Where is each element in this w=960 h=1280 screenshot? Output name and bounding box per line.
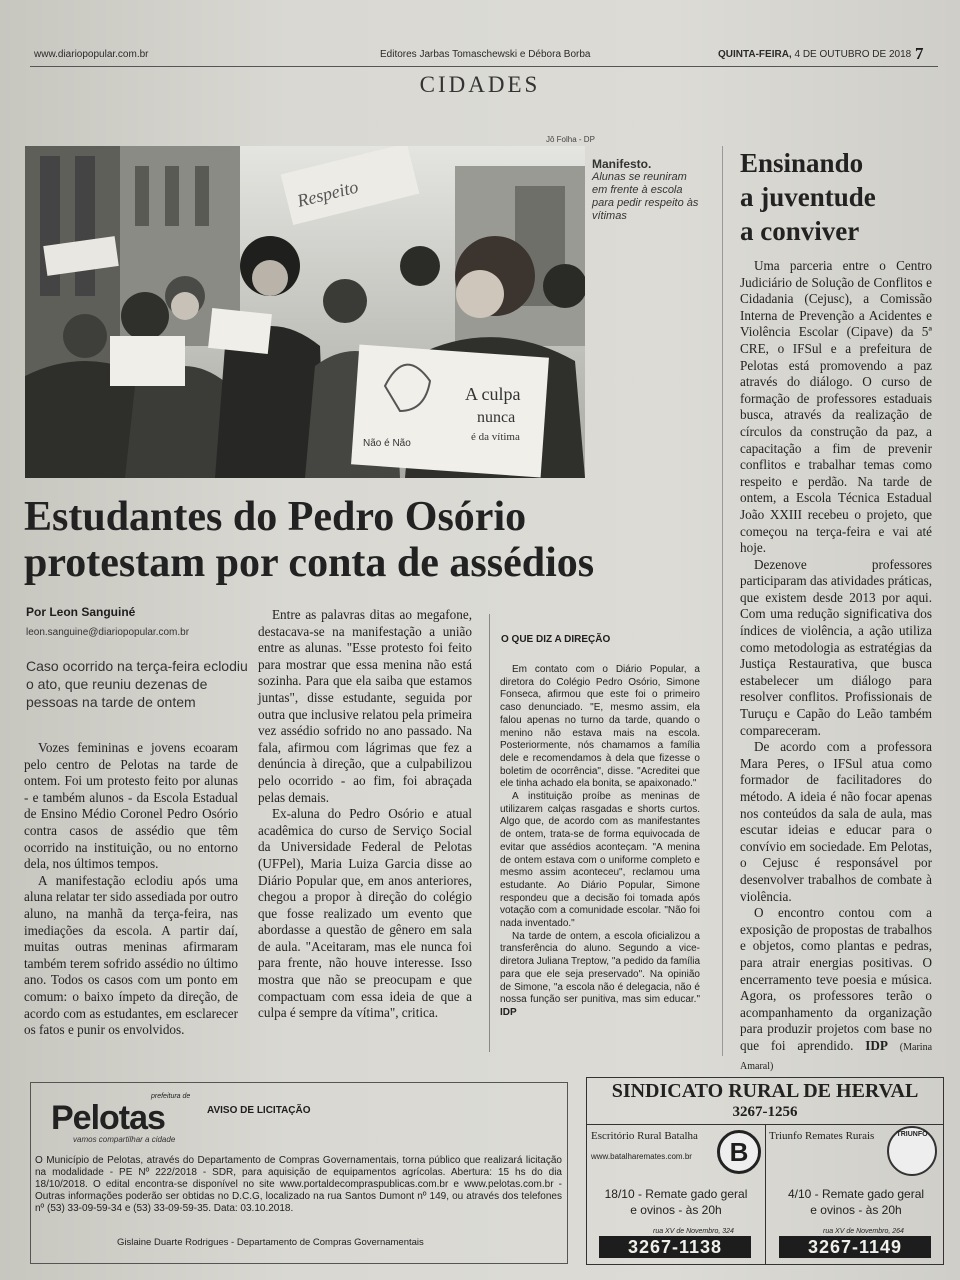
sign-nunca-text: nunca: [477, 409, 516, 426]
paragraph: Dezenove professores participaram das atividades práticas, que existem desde 2013 por aqui. Com uma redução significativa dos índices de violência, a ação utiliza como metodologia as estratégias da Justiça Restaurativa, que busca estabelecer um diálogo para resolver conflitos. Profissionais de Turuçu e Capão do Leão também compareceram.: [740, 556, 932, 738]
sindicato-name: SINDICATO RURAL DE HERVAL: [611, 1080, 919, 1102]
address-right: rua XV de Novembro, 264: [823, 1228, 904, 1235]
headline-line-1: Estudantes do Pedro Osório: [24, 494, 527, 540]
caption-title: Manifesto.: [592, 157, 652, 171]
weekday: QUINTA-FEIRA,: [718, 49, 792, 60]
sidebar-text: [500, 664, 700, 1020]
caption-text: Alunas se reuniram em frente à escola para pedir respeito às vítimas: [592, 171, 699, 222]
notice-title: AVISO DE LICITAÇÃO: [207, 1105, 311, 1116]
sindicato-phone: 3267-1256: [732, 1104, 798, 1120]
event-left: [601, 1186, 751, 1218]
office-left-url: www.batalharemates.com.br: [591, 1152, 692, 1161]
title-line-2: a juventude: [740, 182, 876, 212]
paragraph: A manifestação eclodiu após uma aluna relatar ter sido assediada por outro aluno, na manhã da terça-feira, nas imediações da escola. A partir daí, muitas outras meninas afirmaram também terem sofrido assédio no último ano. Todos os casos com um ponto em comum: o baixo ímpeto da direção, de acordo com as estudantes, em esclarecer os fatos e punir os envolvidos.: [24, 872, 238, 1038]
batalha-logo-icon: B: [717, 1130, 761, 1174]
paragraph: [500, 931, 700, 1020]
byline: Por Leon Sanguiné: [26, 605, 136, 619]
notice-body: O Município de Pelotas, através do Departamento de Compras Governamentais, torna público que realizará licitação na modalidade - PE Nº 222/2018 - SDR, para aquisição de equipamentos agrícolas. Abertura: 15 hs do dia 18/10/2018. O edital encontra-se disponível no site www.portaldecompraspublicas.com.br e www.pelotas.com.br - Outras informações poderão ser obtidas no D.C.G, localizado na rua Santos Dumont nº 149, ou através dos telefones nº (53) 33-09-59-34 e (53) 33-09-59-35. Data: 03.10.2018.: [35, 1155, 562, 1214]
event-right: [781, 1186, 931, 1218]
event-right-line2: e ovinos - às 20h: [810, 1203, 902, 1217]
column-rule: [722, 146, 723, 1056]
office-left: Escritório Rural Batalha: [591, 1130, 698, 1142]
title-line-3: a conviver: [740, 216, 860, 246]
protest-photo-illustration: [25, 146, 585, 478]
paragraph: Vozes femininas e jovens ecoaram pelo centro de Pelotas na tarde de ontem. Foi um protesto feito por alunas - e também alunos - da Escola Estadual de Ensino Médio Coronel Pedro Osório contra casos de assédio que têm ocorrido na instituição, ou no entorno dela, nos últimos tempos.: [24, 740, 238, 872]
photo-credit: Jô Folha - DP: [546, 135, 595, 144]
right-article-title: [740, 146, 940, 248]
sign-nao-text: Não é Não: [363, 438, 411, 449]
sign-culpa-text: A culpa: [465, 384, 521, 404]
logo-top: prefeitura de: [151, 1093, 191, 1100]
paragraph: Em contato com o Diário Popular, a diretora do Colégio Pedro Osório, Simone Fonseca, afirmou que este foi o primeiro caso denunciado. "E, mesmo assim, ela falou apenas no turno da tarde, quando o menino não estava mais na escola. Posteriormente, nós chamamos a família dele e recomendamos à dela que fizesse o boletim de ocorrência", disse. "Acreditei que ele tinha achado ela bonita, se apaixonado.": [500, 664, 700, 790]
paragraph: Entre as palavras ditas ao megafone, destacava-se na manifestação a união entre as alunas. "Esse protesto foi feito para mostrar que essa menina não está sozinha. Para que ela saiba que estamos juntas", disse estudante, seguida por outra que inclusive relatou pela primeira vez assédio sofrido no ano passado. Na fala, afirmou com lágrimas que fez a denúncia à direção, que a culpabilizou pelo ocorrido - ao fim, foi abraçada pelas demais.: [258, 607, 472, 805]
paragraph: Uma parceria entre o Centro Judiciário de Solução de Conflitos e Cidadania (Cejusc), a Comissão Interna de Prevenção a Acidentes e Violência Escolar (Cipave) da 5ª CRE, o IFSul e a prefeitura de Pelotas está promovendo a paz através do diálogo. O curso de formação de professores estaduais busca, através da realização de círculos da construção da paz, a capacitação a fim de prevenir conflitos e trabalhar temas como respeito e perdão. Na tarde de ontem, a Escola Técnica Estadual João XXIII recebeu o projeto, que começou na terça-feira e vai até hoje.: [740, 258, 932, 556]
article-column-2: [258, 607, 472, 1022]
article-headline: [24, 494, 714, 586]
phone-left: 3267-1138: [599, 1236, 751, 1258]
event-right-line1: 4/10 - Remate gado geral: [787, 1187, 925, 1201]
section-title: CIDADES: [419, 72, 541, 97]
notice-signature: Gislaine Duarte Rodrigues - Departamento de Compras Governamentais: [117, 1237, 424, 1248]
paragraph-text: O encontro contou com a exposição de propostas de trabalhos e objetos, como plantas e pedras, para atrair energias positivas. O encerramento teve poesia e música. Agora, os professores terão o acompanhamento da organização para produzir projetos com base no que foi aprendido.: [740, 905, 932, 1053]
address-left: rua XV de Novembro, 324: [653, 1228, 734, 1235]
signature: IDP: [500, 1006, 517, 1018]
office-right: Triunfo Remates Rurais: [769, 1130, 875, 1142]
author-email: leon.sanguine@diariopopular.com.br: [26, 627, 190, 638]
headline-line-2: protestam por conta de assédios: [24, 540, 595, 586]
issue-date: [718, 49, 911, 60]
sign-vitima-text: é da vítima: [471, 431, 520, 443]
site-url: www.diariopopular.com.br: [34, 49, 149, 60]
sidebar-title: O QUE DIZ A DIREÇÃO: [501, 634, 611, 645]
right-article-body: [740, 258, 932, 1075]
article-column-1: [24, 740, 238, 1039]
logo-sub: vamos compartilhar a cidade: [73, 1135, 176, 1144]
author: (Marina Amaral): [740, 1041, 933, 1072]
pelotas-logo: [41, 1093, 201, 1144]
event-left-line2: e ovinos - às 20h: [630, 1203, 722, 1217]
protest-photo: [25, 146, 585, 478]
paragraph-text: Na tarde de ontem, a escola oficializou a transferência do aluno. Segundo a vice-diretora Juliana Treptow, "a pedido da família para que ele seja preservado". Na opinião de Simone, "a escola não é delegacia, não é nossa função ser punitiva, mas sim educar.": [500, 930, 700, 1006]
header-rule: [30, 66, 938, 67]
paragraph: Ex-aluna do Pedro Osório e atual acadêmica do curso de Serviço Social da Universidade Federal de Pelotas (UFPel), Maria Luiza Garcia disse ao Diário Popular que, em anos anteriores, chegou a propor à direção do colégio que fosse realizado um evento que abordasse a questão de gênero em sala de aula. "Aceitaram, mas ele nunca foi para frente, não houve interesse. Isso mostra que não se preocupam e que compactuam com essa ideia de que a culpa é sempre da vítima", critica.: [258, 806, 472, 1021]
editors-line: Editores Jarbas Tomaschewski e Débora Borba: [380, 49, 591, 60]
sindicato-ad: [586, 1077, 944, 1265]
triunfo-badge-text: TRIUNFO: [896, 1131, 928, 1138]
signature: IDP: [865, 1037, 888, 1053]
page-number: 7: [915, 44, 924, 63]
photo-caption: [592, 158, 704, 223]
title-line-1: Ensinando: [740, 148, 864, 178]
logo-main: Pelotas: [51, 1099, 165, 1137]
paragraph: [740, 905, 932, 1075]
phone-right: 3267-1149: [779, 1236, 931, 1258]
paragraph: A instituição proíbe as meninas de utilizarem calças rasgadas e shorts curtos. Algo que, de acordo com as manifestantes de ontem, trata-se de forma equivocada de evitar que assédios aconteçam. "A menina de ontem estava com o uniforme completo e mesmo assim aconteceu", reclamou uma estudante. Ao Diário Popular, Simone respondeu que a decisão foi tomada após votação com a comunidade escolar. "Não foi nada inventado.": [500, 791, 700, 930]
date-text: 4 DE OUTUBRO DE 2018: [794, 49, 912, 60]
triunfo-logo-icon: [887, 1126, 937, 1176]
pelotas-ad: [30, 1082, 568, 1264]
article-lede: Caso ocorrido na terça-feira eclodiu o ato, que reuniu dezenas de pessoas na tarde de ontem: [26, 658, 248, 710]
paragraph: De acordo com a professora Mara Peres, o IFSul atua como formador de facilitadores do método. A ideia é não focar apenas nos conteúdos da sala de aula, mas escutar ideias e educar para o convívio em sociedade. Em Pelotas, o Cejusc é responsável por desenvolver trabalhos de combate à violência.: [740, 739, 932, 904]
sign-left-text: Respeito: [295, 176, 361, 211]
divider: [765, 1124, 766, 1264]
event-left-line1: 18/10 - Remate gado geral: [604, 1187, 748, 1201]
